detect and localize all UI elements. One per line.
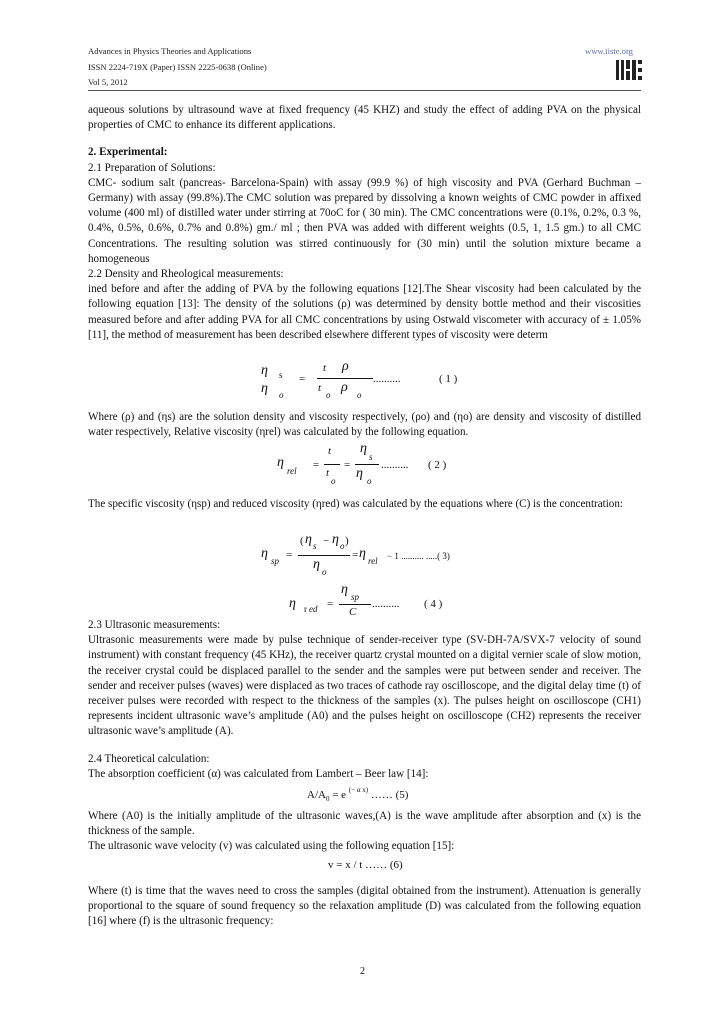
eq4-concentration: C (349, 606, 357, 618)
eq3-sub-sp: sp (271, 556, 280, 566)
eq3-minus: − (323, 535, 330, 547)
subsection-heading-2-2: 2.2 Density and Rheological measurements: (88, 268, 284, 281)
eq2-eta-o: η (356, 466, 363, 481)
subsection-heading-2-4: 2.4 Theoretical calculation: (88, 752, 210, 765)
volume-line: Vol 5, 2012 (88, 77, 128, 87)
eq4-sub-r: r (304, 604, 307, 614)
eq3-equals-2: = (352, 549, 359, 561)
paragraph-2-3: Ultrasonic measurements were made by pulse technique of sender-receiver type (SV-DH-7A/SVX-7 velocity of sound instrument) with constant frequency (45 KHz), the receiver quartz crystal mounted on a digital vernier scale of slow motion, the receiver crystal could be displaced parallel to the sender and the samples were put between sender and receiver. The sender and receiver pulses (waves) were displaced as two traces of cathode ray oscilloscope, and the digital delay time (t) of receiver pulses were recorded with respect to the thickness of the samples (x). The pulses height on oscilloscope (CH1) represents incident ultrasonic wave’s amplitude (A0) and the pulses height on oscilloscope (CH2) represents the receiver ultrasonic wave’s amplitude (A). (88, 634, 641, 738)
section-heading-experimental: 2. Experimental: (88, 146, 168, 159)
paragraph-2-2: ined before and after the adding of PVA by the following equations [12].The Shear viscosity had been calculated by the following equation [13]: The density of the solutions (ρ) was determined by density bottle method and their viscosities measured before and after adding PVA for all CMC concentrations by using Ostwald viscometer with accuracy of ± 1.05% [11], the method of measurement has been described elsewhere different types of viscosity were determ (88, 283, 641, 341)
content-block-6 (88, 884, 641, 930)
equation-6: v = x / t …… (6) (328, 859, 403, 871)
paragraph-after-eq2: The specific viscosity (ηsp) and reduced viscosity (ηred) was calculated by the equations where (C) is the concentration: (88, 498, 623, 510)
paragraph-2-4-b: Where (A0) is the initially amplitude of the ultrasonic waves,(A) is the wave amplitude after absorption and (x) is the thickness of the sample. (88, 810, 641, 838)
eq1-sub-o: o (279, 390, 284, 400)
paragraph-2-4-a: The absorption coefficient (α) was calculated from Lambert – Beer law [14]: (88, 767, 429, 780)
eq3-equals: = (286, 549, 293, 561)
paragraph-after-eq1: Where (ρ) and (ηs) are the solution density and viscosity respectively, (ρo) and (ηo) are density and viscosity of distilled water respectively, Relative viscosity (ηrel) was calculated by the following equation. (88, 411, 641, 439)
issn-line: ISSN 2224-719X (Paper) ISSN 2225-0638 (Online) (88, 62, 267, 72)
eq2-t-den: t (326, 467, 330, 479)
equation-5 (307, 786, 409, 803)
eq3-sub-o2: o (322, 567, 327, 577)
intro-paragraph: aqueous solutions by ultrasound wave at fixed frequency (45 KHZ) and study the effect of adding PVA on the physical properties of CMC to enhance its different applications. (88, 104, 641, 132)
subsection-heading-2-1: 2.1 Preparation of Solutions: (88, 161, 216, 174)
eq2-sub-o: o (331, 476, 336, 486)
eq2-fraction-bar-2 (355, 464, 379, 465)
eq1-rho-num: ρ (342, 359, 349, 374)
eq3-tail: − 1 .......... .....( 3) (387, 551, 450, 561)
eq4-number: ( 4 ) (424, 598, 443, 610)
eq2-number: ( 2 ) (428, 459, 447, 471)
eq3-open-paren: ( (300, 535, 304, 547)
eq2-t-num: t (328, 445, 332, 457)
eq3-close-paren: ) (345, 535, 349, 547)
eq3-eta-s: η (305, 532, 312, 547)
eq2-eta-s: η (360, 441, 367, 456)
content-block-5 (88, 809, 641, 855)
eq1-sub-o3: o (357, 390, 362, 400)
subsection-heading-2-3: 2.3 Ultrasonic measurements: (88, 619, 221, 631)
eq1-fraction-bar (317, 378, 373, 379)
eq5-lhs: A/A (307, 789, 326, 801)
eq4-eta-sp: η (341, 582, 348, 597)
eq3-sub-s: s (313, 541, 317, 551)
paragraph-2-4-c: The ultrasonic wave velocity (v) was calculated using the following equation [15]: (88, 840, 455, 853)
eq3-eta-o-den: η (313, 557, 320, 572)
journal-title: Advances in Physics Theories and Applications (88, 46, 252, 56)
eq2-dots: .......... (381, 459, 409, 471)
eq1-sub-s: s (279, 370, 283, 380)
page-number: 2 (360, 966, 365, 977)
paragraph-last: Where (t) is time that the waves need to cross the samples (digital obtained from the instrument). Attenuation is generally proportional to the square of sound frequency so the relaxation amplitude (D) was calculated from the following equation [16] where (f) is the ultrasonic frequency: (88, 885, 641, 928)
eq5-mid: = e (329, 789, 349, 801)
content-block-4 (88, 618, 641, 782)
eq4-sub-sp: sp (351, 592, 360, 602)
eq3-eta-o-num: η (332, 532, 339, 547)
eq2-sub-rel: rel (287, 466, 297, 476)
eq2-equals-2: = (344, 459, 351, 471)
iiste-logo-icon (615, 58, 643, 82)
eq1-eta-o: η (261, 381, 268, 396)
eq1-number: ( 1 ) (439, 373, 458, 385)
eq4-equals: = (327, 598, 334, 610)
eq4-fraction-bar (339, 604, 371, 605)
eq1-dots: .......... (373, 373, 401, 385)
eq2-fraction-bar-1 (324, 464, 340, 465)
eq2-eta-rel: η (277, 455, 284, 470)
eq3-eta-sp: η (261, 546, 268, 561)
eq2-sub-s: s (369, 452, 373, 462)
eq4-sub-ed: ed (309, 604, 318, 614)
eq3-sub-rel: rel (368, 556, 378, 566)
eq4-eta-red: η (289, 596, 296, 611)
header-rule (88, 90, 641, 91)
content-block-1 (88, 103, 641, 343)
eq2-equals-1: = (313, 459, 320, 471)
eq1-rho-den: ρ (341, 380, 348, 395)
eq3-eta-rel: η (359, 546, 366, 561)
eq1-equals: = (299, 373, 306, 385)
eq1-t-num: t (323, 362, 327, 374)
eq1-sub-o2: o (326, 390, 331, 400)
paragraph-2-1: CMC- sodium salt (pancreas- Barcelona-Spain) with assay (99.9 %) of high viscosity and PVA (Gerhard Buchman –Germany) with assay (99.8%).The CMC solution was prepared by dissolving a known weights of CMC powder in affixed volume (400 ml) of distilled water under stirring at 70oC for ( 30 min). The CMC concentrations were (0.1%, 0.2%, 0.3 %, 0.4%, 0.5%, 0.6%, 0.7% and 0.8%) gm./ ml ; then PVA was added with different weights (0.5, 1, 1.5 gm.) to all CMC Concentrations. The resulting solution was stirred continuously for (30 min) until the solution mixture became a homogeneous (88, 176, 641, 265)
eq1-t-den: t (318, 382, 322, 394)
eq2-sub-o2: o (367, 476, 372, 486)
content-block-3 (88, 497, 641, 512)
eq1-eta-s: η (261, 363, 268, 378)
content-block-2 (88, 410, 641, 440)
eq5-tail: …… (5) (368, 789, 409, 801)
journal-url[interactable]: www.iiste.org (585, 46, 633, 56)
eq5-sub-zero: 0 (325, 795, 330, 803)
eq5-exponent: (− α x) (348, 786, 369, 794)
eq3-sub-o: o (340, 541, 345, 551)
eq3-fraction-bar (298, 555, 350, 556)
eq4-dots: .......... (372, 598, 400, 610)
